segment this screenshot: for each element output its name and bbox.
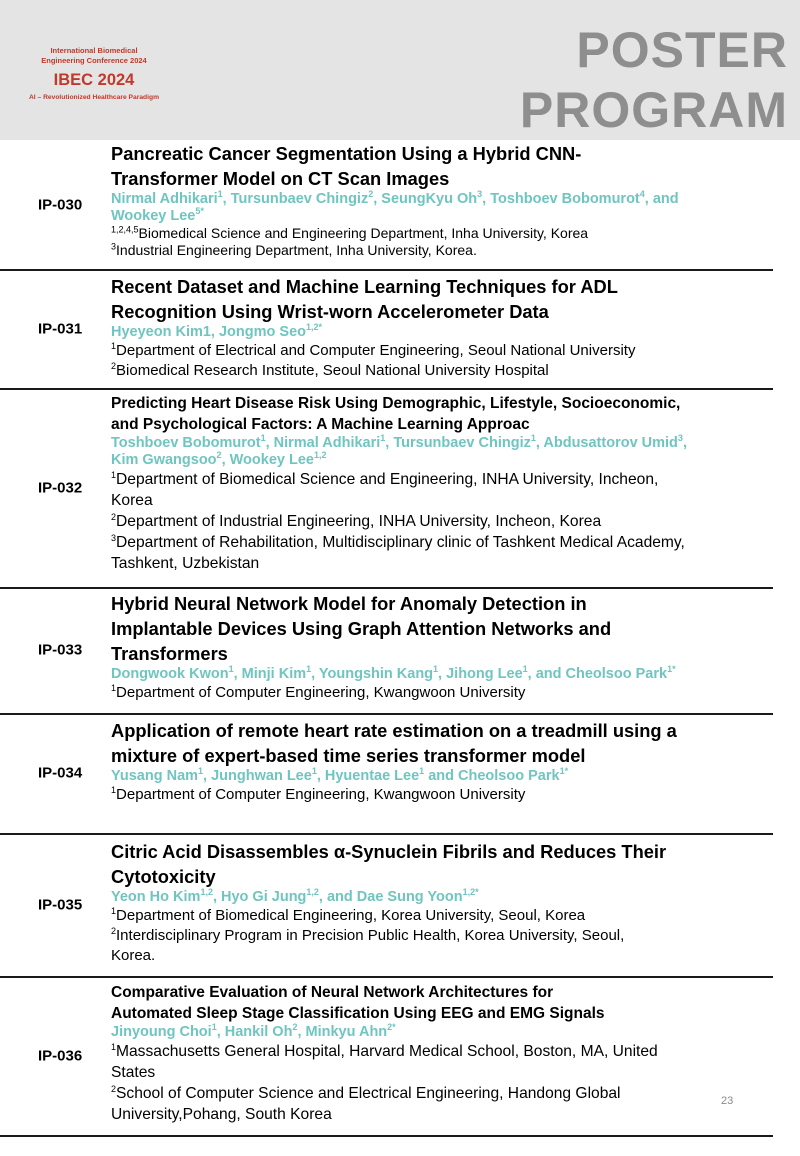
author-name: Dongwook Kwon [111,666,229,682]
conference-name-line1: International Biomedical [50,46,138,55]
page-title-line1: POSTER [576,22,788,78]
affiliation-marker: 1 [111,683,117,693]
poster-title [111,839,773,889]
author-affiliation-marker: 1,2 [313,450,327,461]
author-affiliation-marker: 1 [522,664,528,675]
poster-details [111,591,773,703]
author-affiliation-marker: 2 [216,450,222,461]
conference-short-name: IBEC 2024 [53,71,135,89]
affiliation-text: Department of Computer Engineering, Kwangwoon University [116,786,526,803]
affiliation-line [111,1062,773,1083]
poster-affiliations [111,225,773,259]
author-name: Jinyoung Choi [111,1024,212,1040]
affiliation-line [111,1104,773,1125]
poster-title-line: Transformers [111,643,228,664]
conference-name-line2: Engineering Conference 2024 [41,56,147,65]
affiliation-line [111,946,773,966]
author-line [111,324,773,341]
affiliation-line [111,683,773,703]
author-line [111,768,773,785]
author-affiliation-marker: 1,2 [200,887,213,898]
poster-details [111,274,773,381]
affiliation-text: Department of Biomedical Engineering, Korea University, Seoul, Korea [116,907,586,924]
poster-title-line: Predicting Heart Disease Risk Using Demographic, Lifestyle, Socioeconomic, [111,395,681,412]
poster-title-line: Automated Sleep Stage Classification Using EEG and EMG Signals [111,1005,605,1022]
affiliation-text: Korea [111,492,153,509]
author-name: , and Cheolsoo Park [527,666,668,682]
poster-entry [0,833,773,978]
author-affiliation-marker: 1 [211,1022,217,1033]
page-number: 23 [721,1095,734,1107]
poster-details [111,393,773,574]
poster-title-line: Recent Dataset and Machine Learning Techniques for ADL [111,276,618,297]
poster-title-line: Transformer Model on CT Scan Images [111,168,450,189]
author-affiliation-marker: 1 [306,664,312,675]
affiliation-line [111,225,773,242]
poster-title [111,982,773,1024]
conference-tagline: AI – Revolutionized Healthcare Paradigm [28,94,160,101]
affiliation-marker: 3 [111,241,117,252]
author-name: , Wookey Lee [221,452,314,468]
author-name: , Junghwan Lee [203,768,312,784]
affiliation-marker: 2 [111,361,117,371]
author-line [111,435,773,452]
author-affiliation-marker: 1 [530,433,536,444]
poster-authors [111,435,773,469]
poster-details [111,982,773,1125]
author-name: , Nirmal Adhikari [265,435,381,451]
poster-title-line: Comparative Evaluation of Neural Network Architectures for [111,984,554,1001]
author-name: Wookey Lee [111,208,196,224]
affiliation-line [111,926,773,946]
conference-logo [16,46,172,103]
affiliation-marker: 1 [111,906,117,916]
poster-title-line: Citric Acid Disassembles α-Synuclein Fibrils and Reduces Their [111,841,667,862]
author-name: , Toshboev Bobomurot [482,191,640,207]
poster-entry [0,587,773,715]
author-name: , Hyo Gi Jung [212,889,307,905]
affiliation-line [111,1083,773,1104]
author-affiliation-marker: 1,2 [306,887,319,898]
affiliation-text: Industrial Engineering Department, Inha University, Korea. [116,242,477,258]
poster-affiliations [111,1041,773,1125]
author-affiliation-marker: 1,2* [306,322,323,333]
author-affiliation-marker: 5* [195,206,204,217]
poster-title-line: Hybrid Neural Network Model for Anomaly Detection in [111,593,587,614]
author-affiliation-marker: 1,2* [462,887,479,898]
affiliation-marker: 2 [111,511,117,522]
poster-affiliations [111,785,773,805]
author-name: , Jihong Lee [438,666,523,682]
poster-id: IP-030 [38,196,83,213]
poster-title-line: and Psychological Factors: A Machine Learning Approac [111,416,530,433]
author-line [111,208,773,225]
page-title-line2: PROGRAM [519,82,788,138]
poster-title [111,718,773,768]
poster-entry [0,976,773,1137]
author-name: , Minji Kim [233,666,307,682]
poster-details [111,839,773,966]
affiliation-line [111,341,773,361]
author-name: Toshboev Bobomurot [111,435,261,451]
author-affiliation-marker: 2 [292,1022,298,1033]
author-affiliation-marker: 1 [311,766,317,777]
poster-title [111,393,773,435]
author-name: , Hyuentae Lee [316,768,420,784]
page-header [0,0,800,140]
author-name: , Tursunbaev Chingiz [385,435,531,451]
author-name: Kim Gwangsoo [111,452,217,468]
affiliation-text: Interdisciplinary Program in Precision Public Health, Korea University, Seoul, [116,927,625,944]
poster-title [111,274,773,324]
poster-authors [111,666,773,683]
affiliation-text: Biomedical Research Institute, Seoul National University Hospital [116,362,549,379]
page-title [520,20,788,140]
affiliation-marker: 2 [111,1083,117,1094]
affiliation-text: Department of Electrical and Computer Engineering, Seoul National University [116,342,636,359]
author-name: , [682,435,687,451]
affiliation-text: Department of Industrial Engineering, INHA University, Incheon, Korea [116,513,602,530]
poster-details [111,141,773,259]
poster-authors [111,324,773,341]
poster-title-line: Implantable Devices Using Graph Attention Networks and [111,618,612,639]
author-name: , and Dae Sung Yoon [318,889,463,905]
affiliation-text: Biomedical Science and Engineering Department, Inha University, Korea [138,225,589,241]
poster-id: IP-033 [38,641,83,659]
author-affiliation-marker: 1 [380,433,386,444]
poster-affiliations [111,906,773,966]
poster-title-line: Pancreatic Cancer Segmentation Using a Hybrid CNN- [111,143,582,164]
author-name: Yusang Nam [111,768,199,784]
author-name: Yeon Ho Kim [111,889,201,905]
affiliation-text: Department of Computer Engineering, Kwangwoon University [116,684,526,701]
author-name: and Cheolsoo Park [424,768,560,784]
poster-affiliations [111,341,773,381]
affiliation-text: Department of Biomedical Science and Engineering, INHA University, Incheon, [116,471,659,488]
affiliation-text: States [111,1064,156,1081]
affiliation-text: Korea. [111,947,156,964]
poster-authors [111,889,773,906]
affiliation-text: Department of Rehabilitation, Multidisciplinary clinic of Tashkent Medical Academy, [116,534,685,551]
author-affiliation-marker: 1 [217,189,223,200]
author-name: , Tursunbaev Chingiz [222,191,369,207]
author-line [111,666,773,683]
author-affiliation-marker: 3 [477,189,483,200]
affiliation-text: Massachusetts General Hospital, Harvard Medical School, Boston, MA, United [116,1043,658,1060]
author-affiliation-marker: 1 [228,664,234,675]
poster-title-line: Cytotoxicity [111,866,216,887]
poster-affiliations [111,683,773,703]
author-affiliation-marker: 3 [677,433,683,444]
poster-id: IP-031 [38,320,83,337]
author-name: , Minkyu Ahn [297,1024,388,1040]
affiliation-marker: 3 [111,532,117,543]
poster-entry [0,269,773,390]
author-name: Nirmal Adhikari [111,191,218,207]
author-affiliation-marker: 1 [198,766,204,777]
affiliation-marker: 1 [111,1041,117,1052]
poster-id: IP-036 [38,1047,83,1064]
author-name: , Abdusattorov Umid [535,435,678,451]
affiliation-text: Tashkent, Uzbekistan [111,555,260,572]
poster-title-line: Recognition Using Wrist-worn Accelerometer Data [111,301,549,322]
poster-entry [0,140,773,271]
author-line [111,452,773,469]
affiliation-marker: 1 [111,785,117,795]
affiliation-line [111,532,773,553]
affiliation-line [111,785,773,805]
poster-entry [0,713,773,835]
affiliation-line [111,906,773,926]
author-line [111,889,773,906]
affiliation-line [111,553,773,574]
author-name: , SeungKyu Oh [373,191,478,207]
affiliation-line [111,242,773,259]
affiliation-text: University,Pohang, South Korea [111,1106,332,1123]
author-line [111,191,773,208]
affiliation-marker: 1 [111,469,117,480]
author-affiliation-marker: 1 [419,766,425,777]
author-affiliation-marker: 1 [260,433,266,444]
author-name: , and [644,191,679,207]
author-name: , Hankil Oh [216,1024,293,1040]
poster-authors [111,768,773,785]
author-name: Hyeyeon Kim1, Jongmo Seo [111,324,306,340]
author-affiliation-marker: 1* [559,766,569,777]
affiliation-text: School of Computer Science and Electrical Engineering, Handong Global [116,1085,621,1102]
poster-authors [111,191,773,225]
poster-title-line: mixture of expert-based time series transformer model [111,745,586,766]
author-name: , Youngshin Kang [311,666,434,682]
poster-id: IP-035 [38,896,83,913]
affiliation-line [111,361,773,381]
author-affiliation-marker: 2 [368,189,374,200]
affiliation-marker: 1,2,4,5 [111,224,139,235]
author-affiliation-marker: 4 [639,189,645,200]
affiliation-marker: 1 [111,341,117,351]
affiliation-line [111,1041,773,1062]
affiliation-line [111,490,773,511]
poster-title-line: Application of remote heart rate estimation on a treadmill using a [111,720,677,741]
poster-details [111,718,773,805]
affiliation-line [111,469,773,490]
author-line [111,1024,773,1041]
poster-title [111,141,773,191]
author-affiliation-marker: 1* [667,664,676,675]
affiliation-line [111,511,773,532]
poster-id: IP-034 [38,764,83,782]
poster-title [111,591,773,666]
author-affiliation-marker: 2* [387,1022,396,1033]
author-affiliation-marker: 1 [433,664,439,675]
affiliation-marker: 2 [111,926,117,936]
poster-entry [0,388,773,589]
poster-affiliations [111,469,773,574]
poster-authors [111,1024,773,1041]
poster-id: IP-032 [38,479,83,496]
